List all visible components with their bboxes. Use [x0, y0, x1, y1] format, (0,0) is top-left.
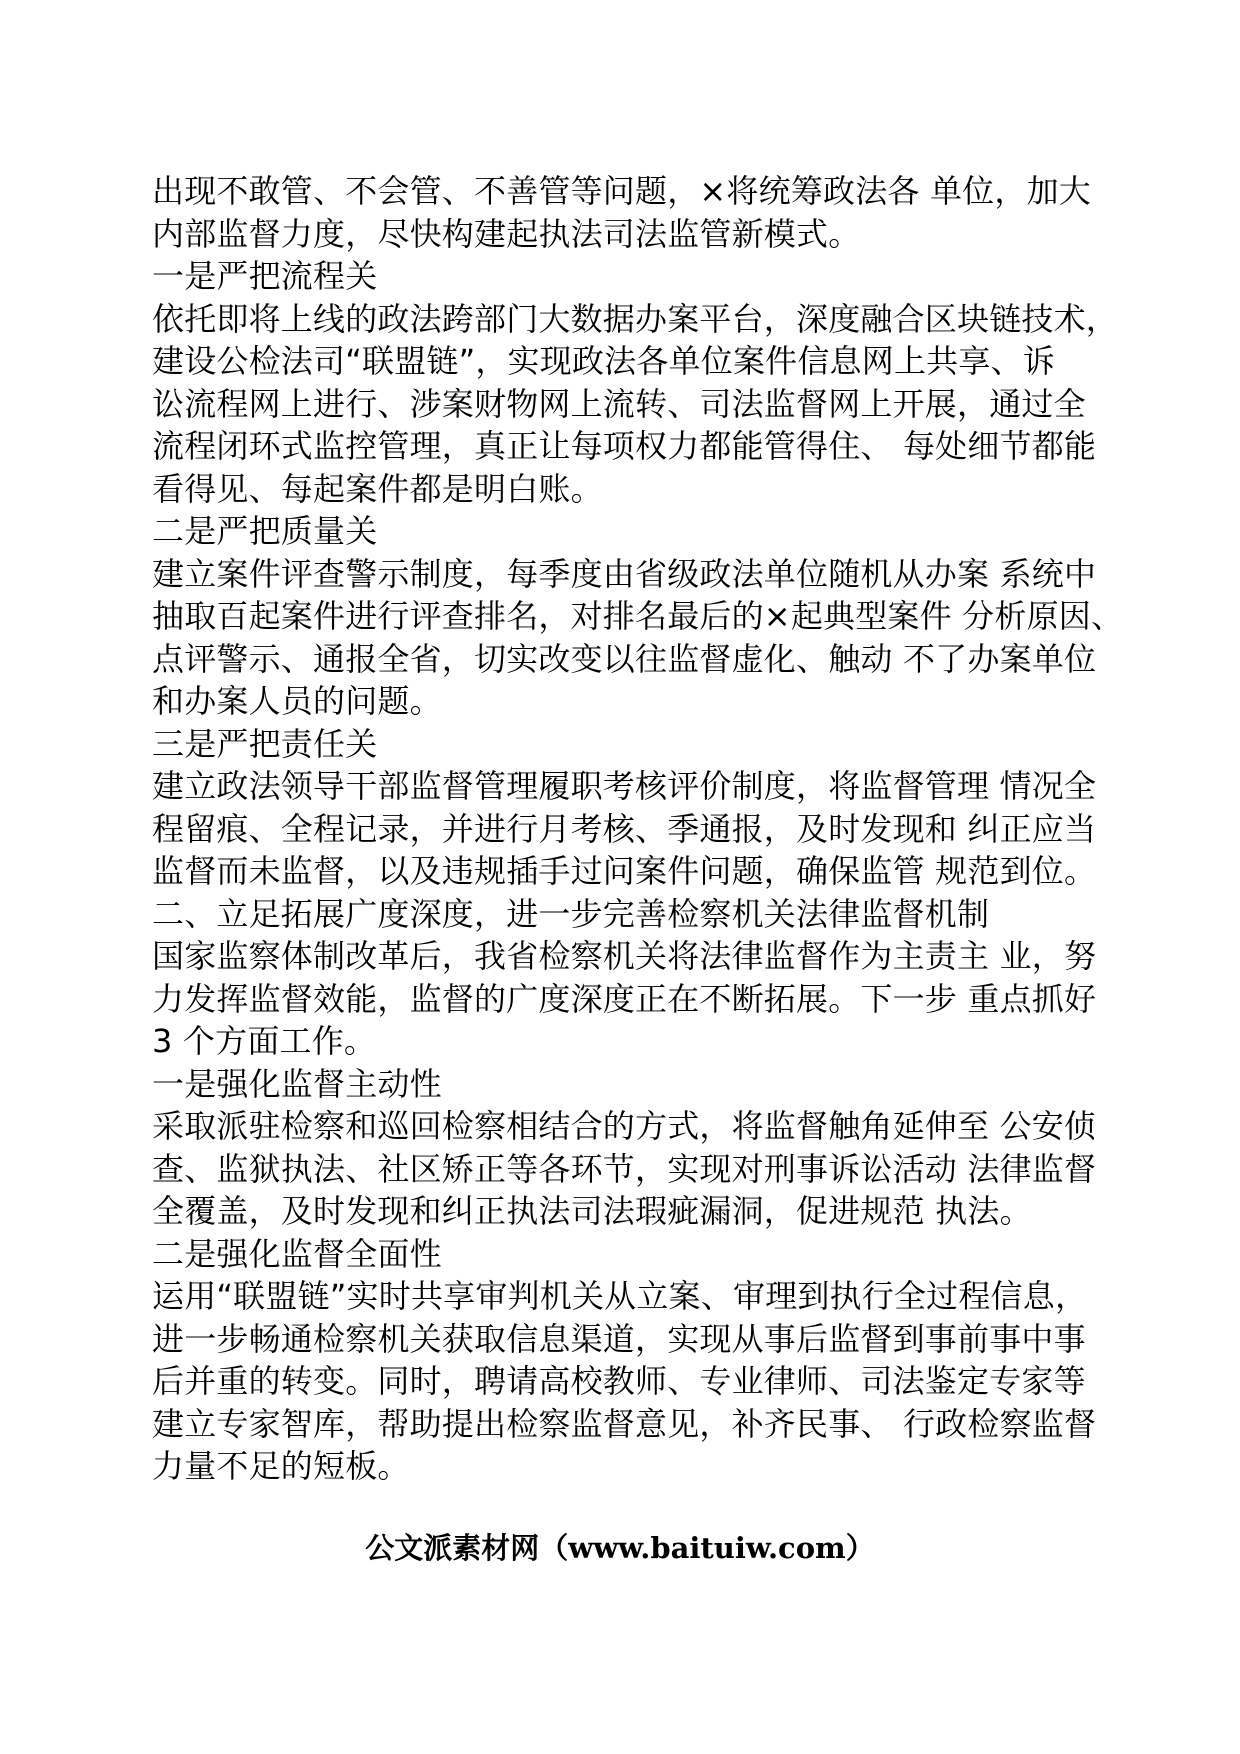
text-line: 国家监察体制改革后，我省检察机关将法律监督作为主责主 业，努 [152, 937, 1097, 975]
section-heading: 二是强化监督全面性 [152, 1234, 442, 1273]
text-line: 进一步畅通检察机关获取信息渠道，实现从事后监督到事前事中事 [152, 1319, 1086, 1358]
footer-source: 公文派素材网（www.baituiw.com） [365, 1531, 875, 1565]
text-line: 力发挥监督效能，监督的广度深度正在不断拓展。下一步 重点抓好 [152, 979, 1097, 1018]
text-line: 和办案人员的问题。 [152, 682, 442, 720]
text-line: 讼流程网上进行、涉案财物网上流转、司法监督网上开展，通过全 [152, 384, 1086, 423]
text-line: 后并重的转变。同时，聘请高校教师、专业律师、司法鉴定专家等 [152, 1362, 1086, 1400]
section-heading: 一是强化监督主动性 [152, 1064, 442, 1103]
text-line: 依托即将上线的政法跨部门大数据办案平台，深度融合区块链技术， [152, 299, 1119, 338]
text-line: 看得见、每起案件都是明白账。 [152, 469, 603, 508]
text-line: 查、监狱执法、社区矫正等各环节，实现对刑事诉讼活动 法律监督 [152, 1149, 1097, 1188]
chapter-heading: 二、立足拓展广度深度，进一步完善检察机关法律监督机制 [152, 894, 990, 933]
text-line: 出现不敢管、不会管、不善管等问题，×将统筹政法各 单位，加大 [152, 172, 1091, 210]
text-line: 3 个方面工作。 [152, 1022, 377, 1060]
text-line: 建立案件评查警示制度，每季度由省级政法单位随机从办案 系统中 [152, 554, 1097, 593]
text-line: 监督而未监督，以及违规插手过问案件问题，确保监管 规范到位。 [152, 852, 1097, 890]
text-line: 建立专家智库，帮助提出检察监督意见，补齐民事、 行政检察监督 [152, 1404, 1097, 1443]
section-heading: 二是严把质量关 [152, 512, 378, 550]
text-line: 力量不足的短板。 [152, 1447, 410, 1485]
text-line: 流程闭环式监控管理，真正让每项权力都能管得住、 每处细节都能 [152, 427, 1097, 465]
text-line: 程留痕、全程记录，并进行月考核、季通报，及时发现和 纠正应当 [152, 809, 1097, 848]
text-line: 点评警示、通报全省，切实改变以往监督虚化、触动 不了办案单位 [152, 639, 1097, 678]
section-heading: 一是严把流程关 [152, 257, 378, 295]
text-line: 运用“联盟链”实时共享审判机关从立案、审理到执行全过程信息， [152, 1277, 1088, 1315]
text-line: 全覆盖，及时发现和纠正执法司法瑕疵漏洞，促进规范 执法。 [152, 1192, 1032, 1230]
text-line: 建立政法领导干部监督管理履职考核评价制度，将监督管理 情况全 [152, 767, 1097, 805]
text-line: 采取派驻检察和巡回检察相结合的方式，将监督触角延伸至 公安侦 [152, 1107, 1097, 1145]
document-body [152, 170, 1142, 1488]
text-line: 内部监督力度，尽快构建起执法司法监管新模式。 [152, 214, 861, 253]
text-line: 抽取百起案件进行评查排名，对排名最后的×起典型案件 分析原因、 [152, 597, 1124, 635]
text-line: 建设公检法司“联盟链”，实现政法各单位案件信息网上共享、诉 [152, 342, 1055, 380]
section-heading: 三是严把责任关 [152, 724, 378, 763]
